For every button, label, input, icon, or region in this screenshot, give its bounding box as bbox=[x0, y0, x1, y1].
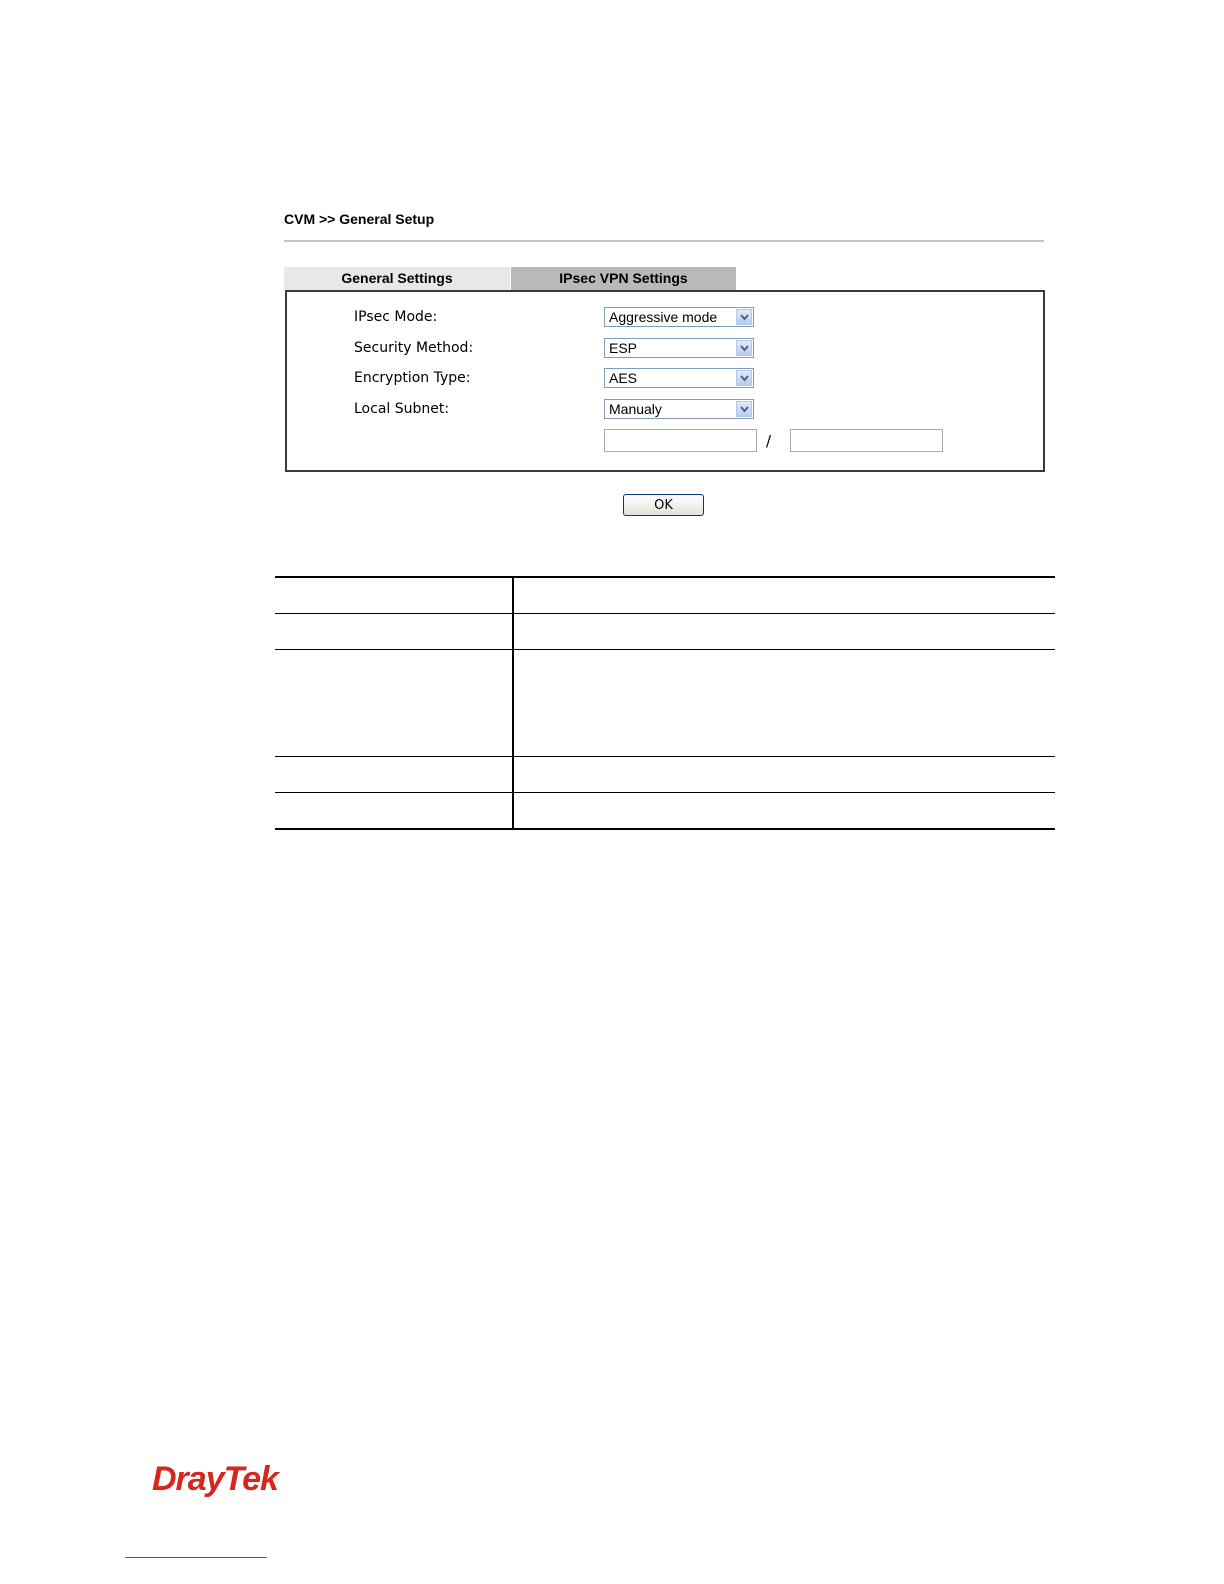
encryption-type-value: AES bbox=[609, 370, 638, 386]
table-row-divider bbox=[275, 792, 1055, 793]
table-column-divider bbox=[512, 577, 514, 829]
ok-button[interactable]: OK bbox=[623, 494, 704, 516]
title-divider bbox=[284, 240, 1044, 242]
local-subnet-value: Manualy bbox=[609, 401, 662, 417]
security-method-select[interactable] bbox=[604, 338, 754, 358]
chevron-down-icon[interactable] bbox=[736, 309, 752, 325]
local-subnet-ip-input[interactable] bbox=[604, 429, 757, 452]
security-method-label: Security Method: bbox=[354, 340, 474, 356]
encryption-type-label: Encryption Type: bbox=[354, 370, 471, 386]
chevron-down-icon[interactable] bbox=[736, 401, 752, 417]
ipsec-mode-value: Aggressive mode bbox=[609, 309, 718, 325]
local-subnet-select[interactable] bbox=[604, 399, 754, 419]
encryption-type-select[interactable] bbox=[604, 368, 754, 388]
table-row-divider bbox=[275, 649, 1055, 650]
table-top-border bbox=[275, 576, 1055, 578]
tab-general-settings[interactable]: General Settings bbox=[284, 267, 510, 290]
table-row-divider bbox=[275, 756, 1055, 757]
footer-divider bbox=[125, 1557, 267, 1558]
subnet-separator: / bbox=[766, 432, 772, 450]
ipsec-mode-select[interactable] bbox=[604, 307, 754, 327]
chevron-down-icon[interactable] bbox=[736, 370, 752, 386]
table-row-divider bbox=[275, 613, 1055, 614]
security-method-value: ESP bbox=[609, 340, 638, 356]
draytek-logo: DrayTek bbox=[152, 1460, 278, 1498]
tab-ipsec-vpn-settings[interactable]: IPsec VPN Settings bbox=[511, 267, 736, 290]
local-subnet-label: Local Subnet: bbox=[354, 401, 450, 417]
chevron-down-icon[interactable] bbox=[736, 340, 752, 356]
table-bottom-border bbox=[275, 828, 1055, 830]
local-subnet-mask-input[interactable] bbox=[790, 429, 943, 452]
page-title: CVM >> General Setup bbox=[284, 211, 435, 227]
ipsec-mode-label: IPsec Mode: bbox=[354, 309, 438, 325]
